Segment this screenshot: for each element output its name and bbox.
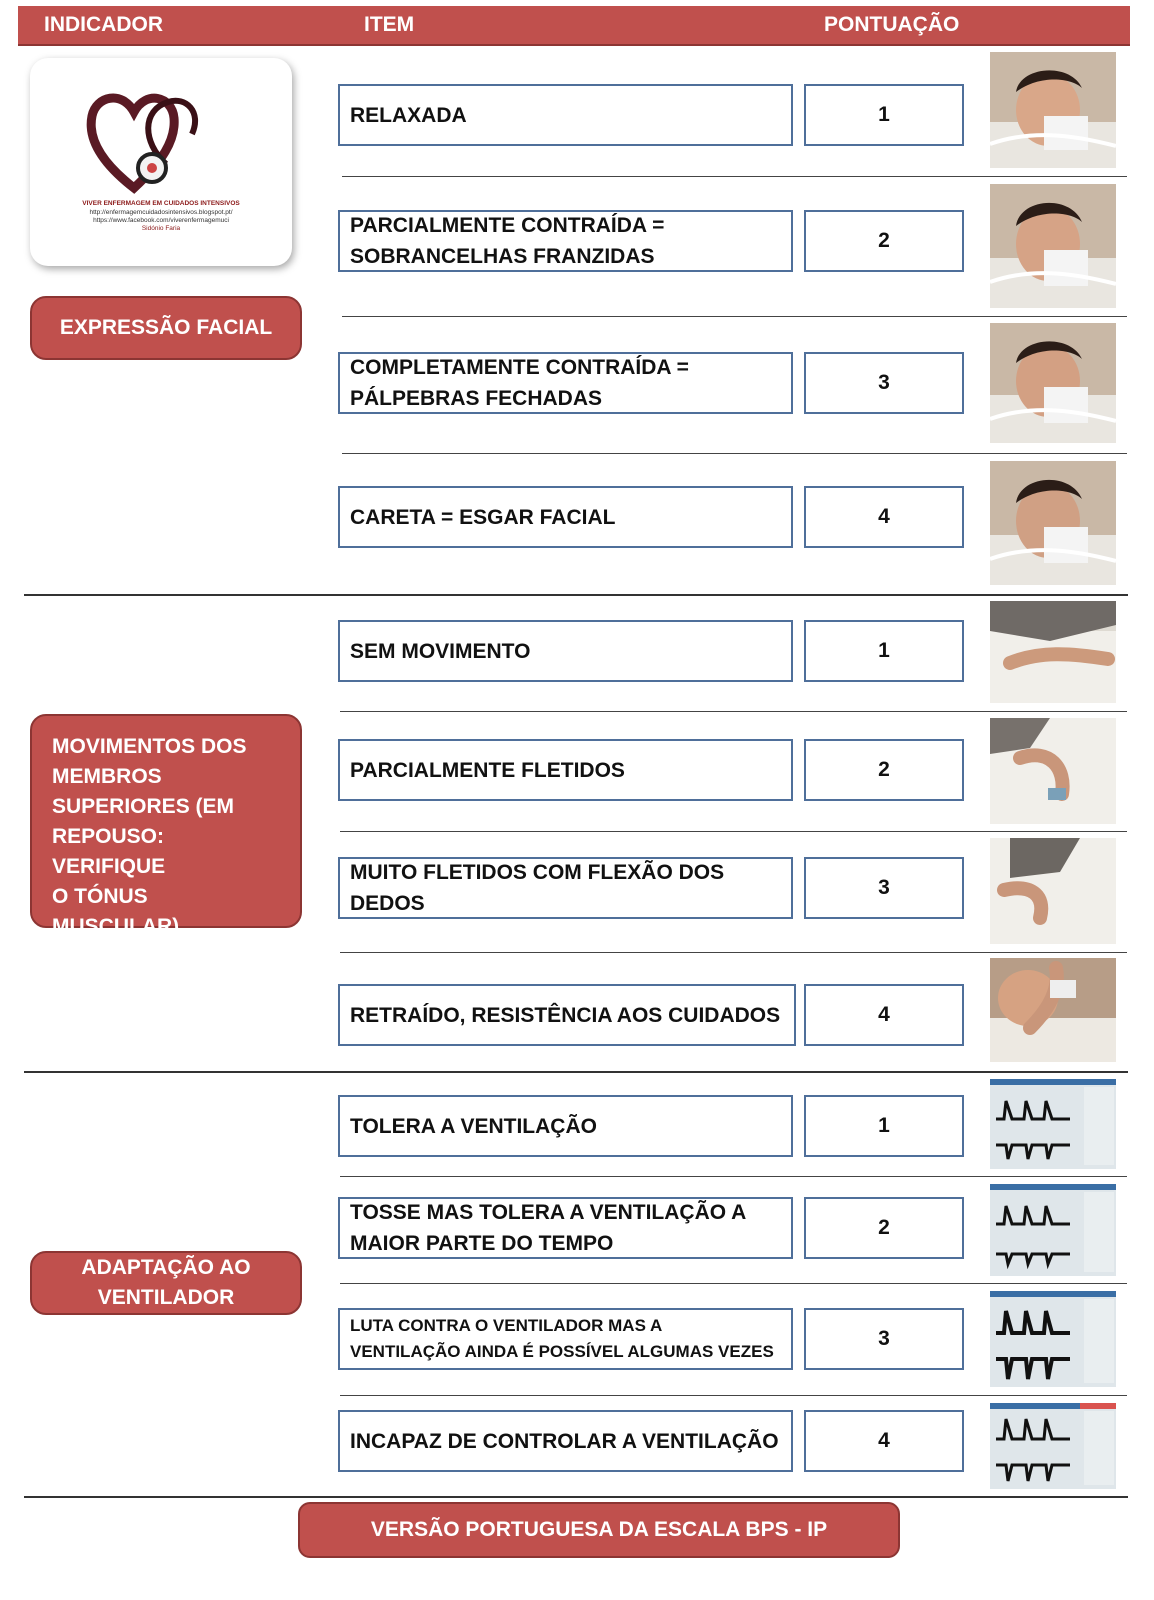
item-text: SOBRANCELHAS FRANZIDAS (350, 245, 655, 268)
item-box (338, 352, 793, 414)
indicator-facial-expression (30, 296, 302, 360)
item-box (338, 1095, 793, 1157)
row-divider (340, 1283, 1127, 1284)
score-box: 3 (804, 1308, 964, 1370)
logo-author: Sidónio Faria (141, 225, 181, 232)
ventilator-screen-photo (990, 1291, 1116, 1387)
header-bar (18, 6, 1130, 46)
item-box (338, 210, 793, 272)
score-box: 4 (804, 984, 964, 1046)
item-text: PARCIALMENTE FLETIDOS (350, 758, 625, 782)
indicator-ventilator-adaptation (30, 1251, 302, 1315)
logo-title: VIVER ENFERMAGEM EM CUIDADOS INTENSIVOS (82, 200, 240, 207)
item-text: VENTILAÇÃO AINDA É POSSÍVEL ALGUMAS VEZES (350, 1342, 774, 1361)
face-photo (990, 184, 1116, 308)
item-text: MAIOR PARTE DO TEMPO (350, 1232, 614, 1255)
ventilator-screen-photo (990, 1079, 1116, 1169)
indicator-line: MUSCULAR) (52, 915, 180, 938)
row-divider (340, 952, 1127, 953)
row-divider (340, 711, 1127, 712)
item-text: TOLERA A VENTILAÇÃO (350, 1114, 597, 1138)
indicator-line: O TÓNUS (52, 885, 148, 908)
score-box: 4 (804, 1410, 964, 1472)
section-divider (24, 594, 1128, 596)
score-box: 1 (804, 620, 964, 682)
face-photo (990, 323, 1116, 443)
score-box: 2 (804, 1197, 964, 1259)
arm-photo (990, 601, 1116, 703)
ventilator-screen-photo (990, 1403, 1116, 1489)
item-box (338, 84, 793, 146)
score-box: 2 (804, 210, 964, 272)
arm-photo (990, 838, 1116, 944)
indicator-line: ADAPTAÇÃO AO (81, 1256, 251, 1279)
item-text: PÁLPEBRAS FECHADAS (350, 387, 603, 410)
face-photo (990, 52, 1116, 168)
item-text: TOSSE MAS TOLERA A VENTILAÇÃO A (350, 1201, 747, 1224)
item-box (338, 1197, 793, 1259)
logo-facebook-url: https://www.facebook.com/viverenfermagemuci (93, 217, 229, 224)
indicator-line: MOVIMENTOS DOS (52, 735, 247, 758)
score-box: 2 (804, 739, 964, 801)
score-box: 4 (804, 486, 964, 548)
indicator-line: SUPERIORES (EM (52, 795, 235, 818)
item-text: LUTA CONTRA O VENTILADOR MAS A (350, 1316, 663, 1335)
item-text: COMPLETAMENTE CONTRAÍDA = (350, 356, 689, 379)
logo-blog-url: http://enfermagemcuidadosintensivos.blogspot.pt/ (89, 209, 233, 216)
row-divider (342, 176, 1127, 177)
item-box (338, 1308, 793, 1370)
indicator-line: REPOUSO: VERIFIQUE (52, 825, 166, 878)
score-box: 3 (804, 352, 964, 414)
row-divider (342, 316, 1127, 317)
footer-banner: VERSÃO PORTUGUESA DA ESCALA BPS - IP (298, 1502, 900, 1558)
item-text: RELAXADA (350, 103, 467, 127)
indicator-line: EXPRESSÃO FACIAL (59, 316, 273, 339)
ventilator-screen-photo (990, 1184, 1116, 1276)
logo-card (30, 58, 292, 266)
item-text: CARETA = ESGAR FACIAL (350, 505, 616, 529)
item-text: RETRAÍDO, RESISTÊNCIA AOS CUIDADOS (350, 1003, 781, 1027)
item-text: PARCIALMENTE CONTRAÍDA = (350, 214, 665, 237)
header-score-label: PONTUAÇÃO (824, 13, 960, 36)
item-box (338, 857, 793, 919)
item-box (338, 486, 793, 548)
item-box (338, 739, 793, 801)
arm-photo (990, 958, 1116, 1062)
item-text: INCAPAZ DE CONTROLAR A VENTILAÇÃO (350, 1429, 779, 1453)
indicator-line: VENTILADOR (97, 1286, 235, 1309)
item-box (338, 1410, 793, 1472)
item-text: SEM MOVIMENTO (350, 639, 531, 663)
header-item-label: ITEM (364, 13, 415, 36)
item-text: DEDOS (350, 892, 425, 915)
stethoscope-heart-logo-icon (82, 84, 242, 196)
row-divider (340, 1395, 1127, 1396)
item-text: MUITO FLETIDOS COM FLEXÃO DOS (350, 861, 725, 884)
section-divider (24, 1496, 1128, 1498)
indicator-upper-limb-movements (30, 714, 302, 938)
row-divider (340, 831, 1127, 832)
item-box (338, 620, 793, 682)
indicator-line: MEMBROS (52, 765, 162, 788)
arm-photo (990, 718, 1116, 824)
section-divider (24, 1071, 1128, 1073)
item-box (338, 984, 796, 1046)
row-divider (342, 453, 1127, 454)
score-box: 1 (804, 84, 964, 146)
score-box: 1 (804, 1095, 964, 1157)
score-box: 3 (804, 857, 964, 919)
face-photo (990, 461, 1116, 585)
header-indicator-label: INDICADOR (44, 13, 163, 36)
row-divider (340, 1176, 1127, 1177)
